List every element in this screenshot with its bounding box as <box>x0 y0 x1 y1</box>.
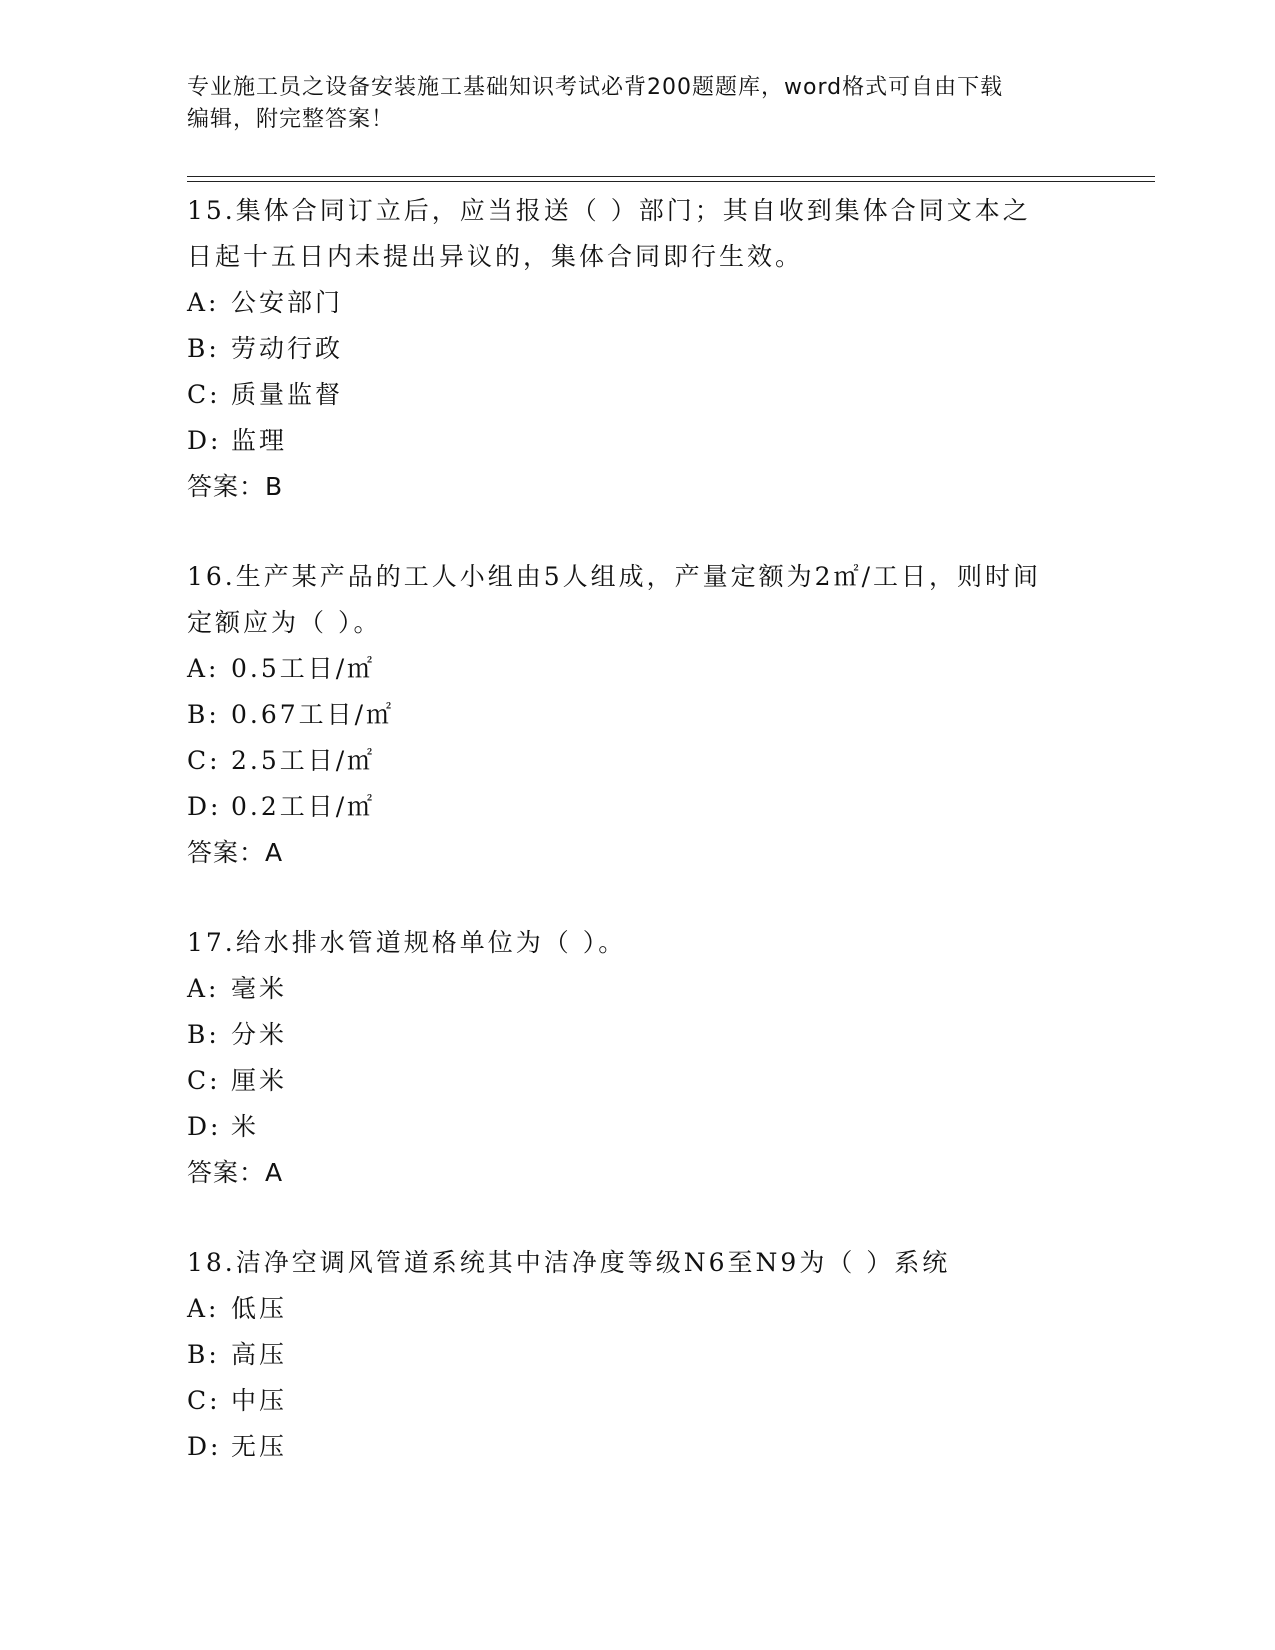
option-text: 中压 <box>231 1386 288 1415</box>
option-d <box>187 418 1087 464</box>
option-text: 2.5工日/㎡ <box>231 746 376 775</box>
option-letter: B: <box>187 700 220 729</box>
header-line-2: 编辑，附完整答案！ <box>187 107 395 132</box>
answer-label: 答案：A <box>187 838 284 867</box>
option-c <box>187 372 1087 418</box>
option-text: 低压 <box>231 1294 288 1323</box>
question-15 <box>187 188 1087 510</box>
option-text: 高压 <box>231 1340 288 1369</box>
option-a <box>187 280 1087 326</box>
option-letter: A: <box>187 974 220 1003</box>
option-letter: A: <box>187 288 220 317</box>
option-d <box>187 784 1087 830</box>
option-b <box>187 1332 1087 1378</box>
header-line-1: 专业施工员之设备安装施工基础知识考试必背200题题库，word格式可自由下载 <box>187 75 1004 100</box>
question-18 <box>187 1240 1087 1470</box>
option-b <box>187 692 1087 738</box>
option-letter: C: <box>187 746 221 775</box>
option-letter: A: <box>187 654 220 683</box>
question-16 <box>187 554 1087 876</box>
question-text-line: 15.集体合同订立后，应当报送（ ）部门；其自收到集体合同文本之 <box>187 196 1031 225</box>
option-text: 0.5工日/㎡ <box>231 654 376 683</box>
option-letter: B: <box>187 334 220 363</box>
answer-label: 答案：B <box>187 472 284 501</box>
question-text-line: 日起十五日内未提出异议的，集体合同即行生效。 <box>187 242 804 271</box>
option-letter: C: <box>187 1386 221 1415</box>
option-letter: D: <box>187 426 222 455</box>
header-divider-bottom <box>187 181 1155 182</box>
option-b <box>187 326 1087 372</box>
option-d <box>187 1104 1087 1150</box>
option-letter: D: <box>187 1432 222 1461</box>
option-c <box>187 1378 1087 1424</box>
option-d <box>187 1424 1087 1470</box>
question-text-line: 16.生产某产品的工人小组由5人组成，产量定额为2㎡/工日，则时间 <box>187 562 1041 591</box>
option-letter: C: <box>187 380 221 409</box>
option-letter: D: <box>187 1112 222 1141</box>
option-text: 无压 <box>231 1432 288 1461</box>
option-text: 公安部门 <box>231 288 344 317</box>
header-divider-top <box>187 176 1155 177</box>
document-header <box>187 72 1067 136</box>
question-text-line: 18.洁净空调风管道系统其中洁净度等级N6至N9为（ ）系统 <box>187 1248 951 1277</box>
option-text: 监理 <box>231 426 288 455</box>
question-text-line: 定额应为（ ）。 <box>187 608 382 637</box>
option-b <box>187 1012 1087 1058</box>
option-text: 0.2工日/㎡ <box>231 792 376 821</box>
option-a <box>187 966 1087 1012</box>
question-list <box>187 188 1087 1514</box>
option-text: 米 <box>231 1112 260 1141</box>
option-text: 劳动行政 <box>231 334 344 363</box>
option-text: 毫米 <box>231 974 288 1003</box>
option-c <box>187 1058 1087 1104</box>
option-letter: B: <box>187 1340 220 1369</box>
question-17 <box>187 920 1087 1196</box>
option-a <box>187 1286 1087 1332</box>
option-c <box>187 738 1087 784</box>
question-text-line: 17.给水排水管道规格单位为（ ）。 <box>187 928 627 957</box>
option-text: 厘米 <box>231 1066 288 1095</box>
option-letter: A: <box>187 1294 220 1323</box>
option-a <box>187 646 1087 692</box>
option-letter: D: <box>187 792 222 821</box>
option-text: 分米 <box>231 1020 288 1049</box>
option-letter: C: <box>187 1066 221 1095</box>
answer-label: 答案：A <box>187 1158 284 1187</box>
option-text: 质量监督 <box>231 380 344 409</box>
option-text: 0.67工日/㎡ <box>231 700 395 729</box>
option-letter: B: <box>187 1020 220 1049</box>
